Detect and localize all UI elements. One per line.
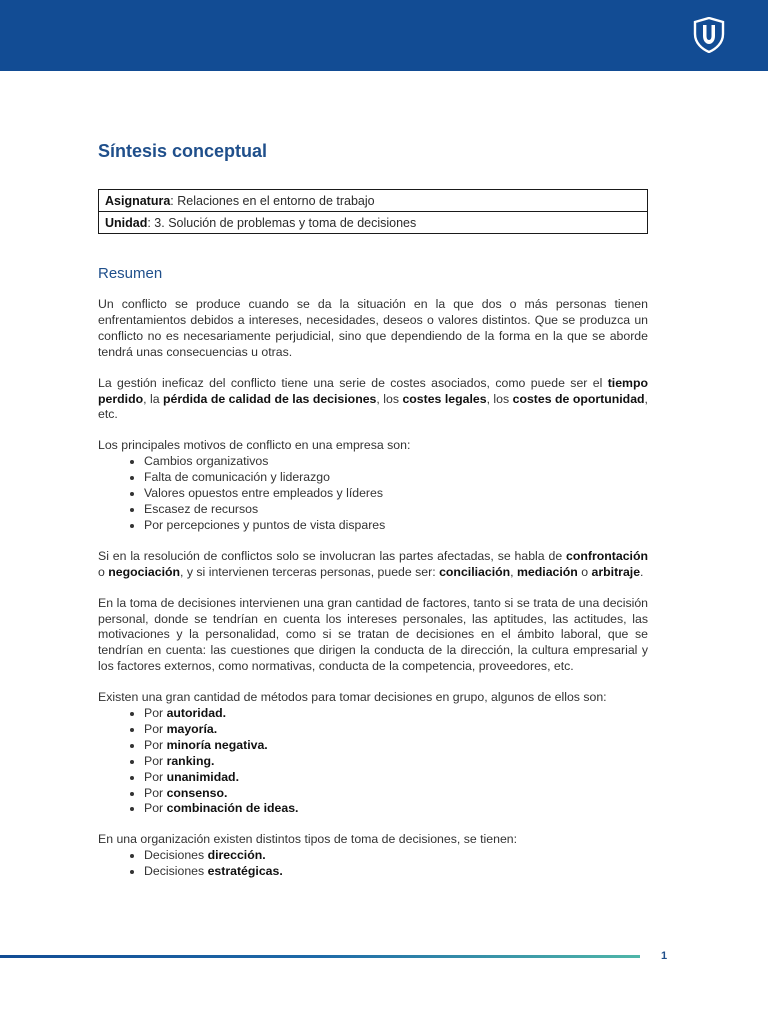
method-prefix: Por bbox=[144, 801, 167, 816]
page-title: Síntesis conceptual bbox=[98, 141, 268, 161]
list-item bbox=[144, 754, 648, 770]
list-item bbox=[144, 722, 648, 738]
bold-term: negociación bbox=[108, 564, 181, 579]
subject-label: Asignatura bbox=[105, 193, 171, 208]
summary-body bbox=[98, 297, 648, 895]
method-name: ranking. bbox=[166, 753, 215, 768]
unit-label: Unidad bbox=[105, 215, 148, 230]
method-prefix: Por bbox=[144, 785, 167, 800]
bold-term: tiempo perdido bbox=[98, 375, 648, 406]
list-item bbox=[144, 786, 648, 802]
page-number: 1 bbox=[661, 950, 668, 962]
text-span: La gestión ineficaz del conflicto tiene una serie de costes asociados, como puede ser el bbox=[98, 375, 608, 390]
text-span: o bbox=[577, 564, 592, 579]
list-item: • Cambios organizativos bbox=[144, 454, 648, 470]
paragraph-3-intro: Los principales motivos de conflicto en una empresa son: bbox=[98, 438, 411, 453]
decision-prefix: Decisiones bbox=[144, 848, 208, 863]
list-item bbox=[144, 738, 648, 754]
bold-term: mediación bbox=[517, 564, 578, 579]
paragraph-4 bbox=[98, 549, 648, 581]
motives-list bbox=[98, 454, 648, 534]
text-span: o bbox=[98, 564, 109, 579]
bold-term: arbitraje bbox=[591, 564, 641, 579]
paragraph-7-intro: En una organización existen distintos tipos de toma de decisiones, se tienen: bbox=[98, 832, 518, 847]
list-item: • Falta de comunicación y liderazgo bbox=[144, 470, 648, 486]
unit-value: : 3. Solución de problemas y toma de decisiones bbox=[147, 215, 417, 230]
method-prefix: Por bbox=[144, 769, 167, 784]
method-name: autoridad. bbox=[166, 706, 226, 721]
bold-term: conciliación bbox=[439, 564, 511, 579]
list-item bbox=[144, 864, 648, 880]
decision-type: estratégicas. bbox=[207, 864, 283, 879]
method-prefix: Por bbox=[144, 721, 167, 736]
paragraph-2 bbox=[98, 376, 648, 424]
method-prefix: Por bbox=[144, 737, 167, 752]
decision-types-list bbox=[98, 848, 648, 880]
text-span: . bbox=[640, 564, 644, 579]
text-span: Si en la resolución de conflictos solo se involucran las partes afectadas, se habla de bbox=[98, 548, 567, 563]
list-item bbox=[144, 848, 648, 864]
list-item: • Valores opuestos entre empleados y líderes bbox=[144, 486, 648, 502]
bold-term: costes legales bbox=[402, 391, 487, 406]
text-span: , los bbox=[376, 391, 403, 406]
unit-cell bbox=[99, 212, 648, 234]
decision-prefix: Decisiones bbox=[144, 864, 208, 879]
method-name: consenso. bbox=[166, 785, 228, 800]
list-item: • Escasez de recursos bbox=[144, 502, 648, 518]
method-name: combinación de ideas. bbox=[166, 801, 299, 816]
subject-cell bbox=[99, 190, 648, 212]
shield-logo-icon bbox=[692, 17, 726, 53]
subject-row bbox=[99, 190, 648, 212]
paragraph-5: En la toma de decisiones intervienen una gran cantidad de factores, tanto si se trata de una decisión personal, donde se tendrían en cuenta los intereses personales, las aptitudes, las actitudes, las motivaciones y la personalidad, como si se tratan de decisiones en el ámbito laboral, que se tendrían en cuenta: las cuestiones que dirigen la conducta de la dirección, la cultura empresarial y los factores externos, como normativas, conducta de la competencia, proveedores, etc. bbox=[98, 595, 648, 674]
header-bar bbox=[0, 0, 768, 71]
info-table bbox=[98, 189, 648, 234]
list-item bbox=[144, 706, 648, 722]
method-name: minoría negativa. bbox=[166, 737, 268, 752]
bold-term: costes de oportunidad bbox=[512, 391, 645, 406]
text-span: , etc. bbox=[98, 391, 648, 422]
bold-term: confrontación bbox=[566, 548, 648, 563]
text-span: , y si intervienen terceras personas, puede ser: bbox=[180, 564, 440, 579]
method-prefix: Por bbox=[144, 753, 167, 768]
section-heading: Resumen bbox=[98, 265, 163, 282]
footer-divider bbox=[0, 955, 640, 958]
subject-value: : Relaciones en el entorno de trabajo bbox=[170, 193, 375, 208]
text-span: , los bbox=[486, 391, 513, 406]
bold-term: pérdida de calidad de las decisiones bbox=[162, 391, 377, 406]
paragraph-1: Un conflicto se produce cuando se da la situación en la que dos o más personas tienen enfrentamientos debidos a intereses, necesidades, deseos o valores distintos. Que se produzca un conflicto no es necesariamente perjudicial, sino que dependiendo de la forma en la que se aborde tendrá unas consecuencias u otras. bbox=[98, 297, 648, 359]
method-name: unanimidad. bbox=[166, 769, 239, 784]
list-item bbox=[144, 801, 648, 817]
decision-type: dirección. bbox=[207, 848, 266, 863]
method-name: mayoría. bbox=[166, 721, 218, 736]
paragraph-6-intro: Existen una gran cantidad de métodos para tomar decisiones en grupo, algunos de ellos son: bbox=[98, 690, 607, 705]
text-span: , bbox=[510, 564, 517, 579]
method-prefix: Por bbox=[144, 706, 167, 721]
list-item: • Por percepciones y puntos de vista dispares bbox=[144, 518, 648, 534]
text-span: , la bbox=[143, 391, 163, 406]
methods-list bbox=[98, 706, 648, 817]
list-item bbox=[144, 770, 648, 786]
unit-row bbox=[99, 212, 648, 234]
